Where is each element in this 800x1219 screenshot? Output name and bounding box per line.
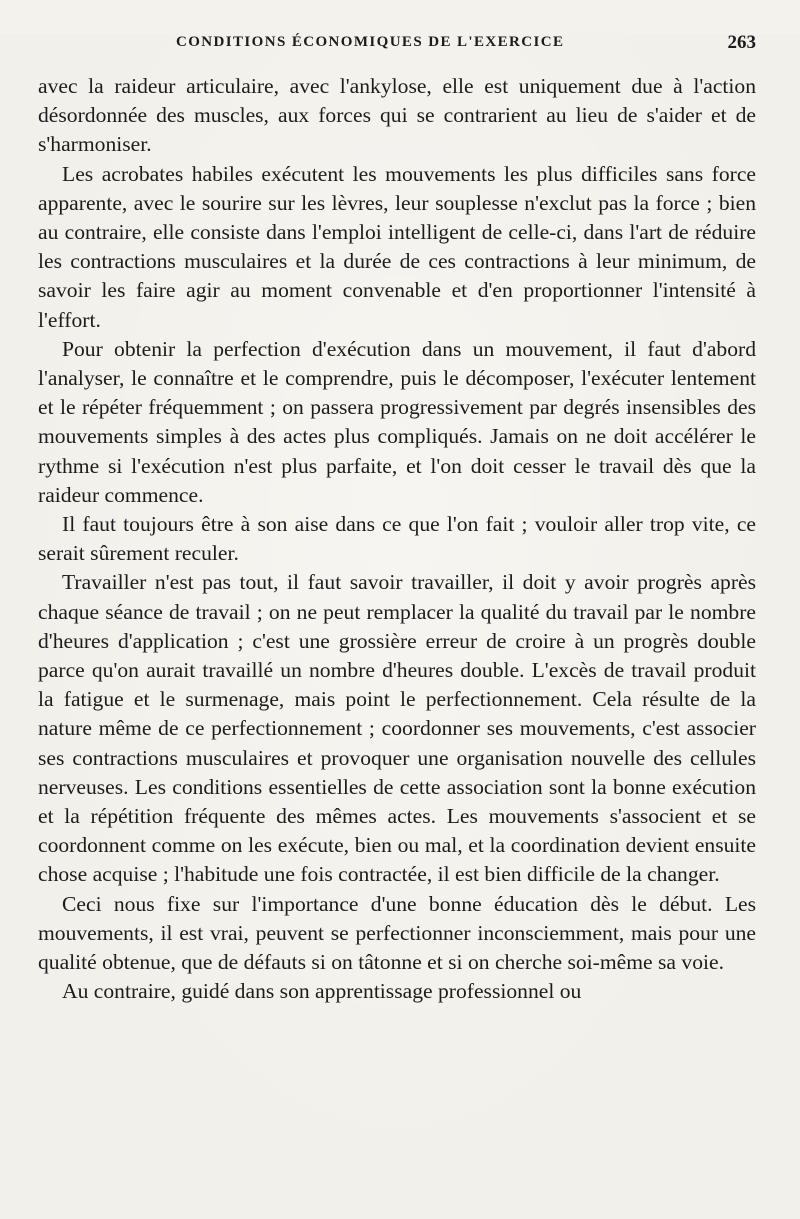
page-number: 263 bbox=[727, 32, 756, 53]
running-title: CONDITIONS ÉCONOMIQUES DE L'EXERCICE bbox=[176, 34, 565, 50]
paragraph-acrobates: Les acrobates habiles exécutent les mouvements les plus difficiles sans force apparente, avec le sourire sur les lèvres, leur souplesse n'exclut pas la force ; bien au contraire, elle consiste dans l'emploi intelligent de celle-ci, dans l'art de réduire les contractions musculaires et la durée de ces contractions à leur minimum, de savoir les faire agir au moment convenable et d'en proportionner l'intensité à l'effort. bbox=[38, 161, 756, 332]
book-page bbox=[0, 34, 800, 1219]
paragraph-aise: Il faut toujours être à son aise dans ce que l'on fait ; vouloir aller trop vite, ce serait sûrement reculer. bbox=[38, 512, 756, 566]
paragraph-continuation: avec la raideur articulaire, avec l'ankylose, elle est uniquement due à l'action désordonnée des muscles, aux forces qui se contrarient au lieu de s'aider et de s'harmoniser. bbox=[38, 74, 756, 157]
paragraph-perfection: Pour obtenir la perfection d'exécution dans un mouvement, il faut d'abord l'analyser, le connaître et le comprendre, puis le décomposer, l'exécuter lentement et le répéter fréquemment ; on passera progressivement par degrés insensibles des mouvements simples à des actes plus compliqués. Jamais on ne doit accélérer le rythme si l'exécution n'est plus parfaite, et l'on doit cesser le travail dès que la raideur commence. bbox=[38, 336, 756, 507]
paragraph-apprentissage: Au contraire, guidé dans son apprentissage professionnel ou bbox=[62, 979, 582, 1004]
paragraph-education: Ceci nous fixe sur l'importance d'une bonne éducation dès le début. Les mouvements, il est vrai, peuvent se perfectionner inconsciemment, mais pour une qualité obtenue, que de défauts si on tâtonne et si on cherche soi-même sa voie. bbox=[38, 891, 756, 975]
body-text bbox=[38, 72, 756, 1007]
running-head bbox=[38, 34, 756, 68]
paragraph-travailler: Travailler n'est pas tout, il faut savoir travailler, il doit y avoir progrès après chaque séance de travail ; on ne peut remplacer la qualité du travail par le nombre d'heures d'application ; c'est une grossière erreur de croire à un progrès double parce qu'on aurait travaillé un nombre d'heures double. L'excès de travail produit la fatigue et le surmenage, mais point le perfectionnement. Cela résulte de la nature même de ce perfectionnement ; coordonner ses mouvements, c'est associer ses contractions musculaires et provoquer une organisation nouvelle des cellules nerveuses. Les conditions essentielles de cette association sont la bonne exécution et la répétition fréquente des mêmes actes. Les mouvements s'associent et se coordonnent comme on les exécute, bien ou mal, et la coordination devient ensuite chose acquise ; l'habitude une fois contractée, il est bien difficile de la changer. bbox=[38, 570, 756, 887]
